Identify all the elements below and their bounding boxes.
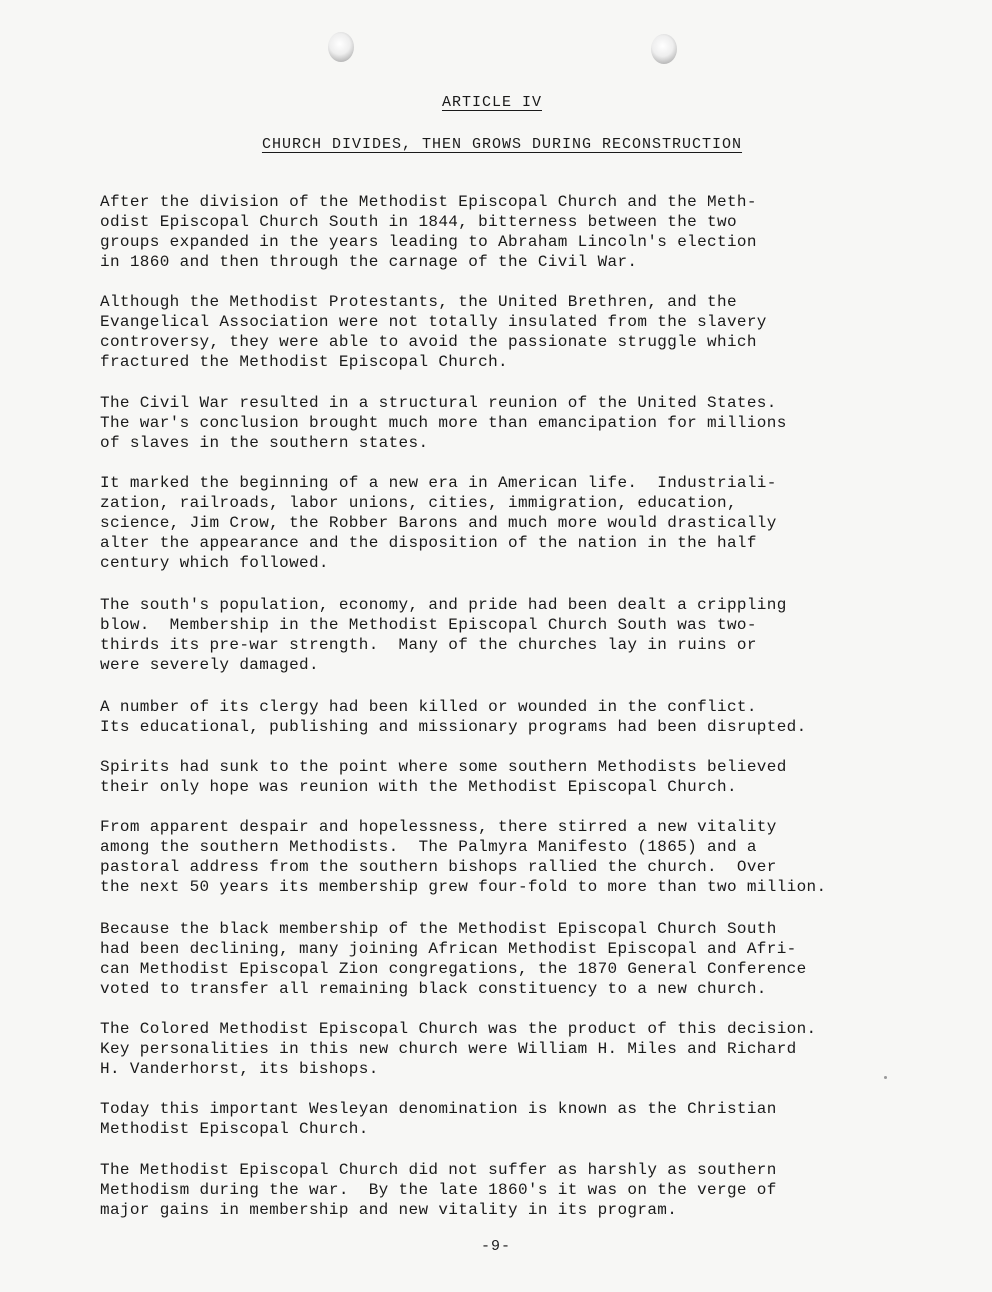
paragraph-10: The Colored Methodist Episcopal Church was the product of this decision. Key personalities in this new church were William H. Miles and Richard H. Vanderhorst, its bishops. bbox=[100, 1020, 817, 1078]
paragraph-3: The Civil War resulted in a structural reunion of the United States. The war's conclusion brought much more than emancipation for millions of slaves in the southern states. bbox=[100, 394, 787, 452]
paragraph-1: After the division of the Methodist Episcopal Church and the Meth- odist Episcopal Church South in 1844, bitterness between the two groups expanded in the years leading to Abraham Lincoln's election in 1860 and then through the carnage of the Civil War. bbox=[100, 193, 757, 271]
paragraph-2: Although the Methodist Protestants, the United Brethren, and the Evangelical Association were not totally insulated from the slavery controversy, they were able to avoid the passionate struggle which fractured the Methodist Episcopal Church. bbox=[100, 293, 767, 371]
paragraph-12: The Methodist Episcopal Church did not suffer as harshly as southern Methodism during the war. By the late 1860's it was on the verge of major gains in membership and new vitality in its program. bbox=[100, 1161, 777, 1219]
paragraph-8: From apparent despair and hopelessness, there stirred a new vitality among the southern Methodists. The Palmyra Manifesto (1865) and a pastoral address from the southern bishops rallied the church. Over the next 50 years its membership grew four-fold to more than two million. bbox=[100, 818, 827, 896]
article-subtitle: CHURCH DIVIDES, THEN GROWS DURING RECONSTRUCTION bbox=[261, 136, 743, 153]
paragraph-5: The south's population, economy, and pride had been dealt a crippling blow. Membership in the Methodist Episcopal Church South was two- thirds its pre-war strength. Many of the churches lay in ruins or were severely damaged. bbox=[100, 596, 787, 674]
binder-hole-right bbox=[651, 34, 677, 64]
page-number: -9- bbox=[480, 1238, 511, 1255]
paragraph-7: Spirits had sunk to the point where some southern Methodists believed their only hope was reunion with the Methodist Episcopal Church. bbox=[100, 758, 787, 796]
smudge-mark bbox=[884, 1076, 887, 1079]
paragraph-11: Today this important Wesleyan denomination is known as the Christian Methodist Episcopal Church. bbox=[100, 1100, 777, 1138]
paragraph-9: Because the black membership of the Methodist Episcopal Church South had been declining, many joining African Methodist Episcopal and Afri- can Methodist Episcopal Zion congregations, the 1870 General Conference voted to transfer all remaining black constituency to a new church. bbox=[100, 920, 807, 998]
paragraph-6: A number of its clergy had been killed or wounded in the conflict. Its educational, publishing and missionary programs had been disrupted. bbox=[100, 698, 807, 736]
paragraph-4: It marked the beginning of a new era in American life. Industriali- zation, railroads, labor unions, cities, immigration, education, science, Jim Crow, the Robber Barons and much more would drastically alter the appearance and the disposition of the nation in the half century which followed. bbox=[100, 474, 777, 572]
binder-hole-left bbox=[328, 32, 354, 62]
article-title: ARTICLE IV bbox=[441, 94, 542, 111]
